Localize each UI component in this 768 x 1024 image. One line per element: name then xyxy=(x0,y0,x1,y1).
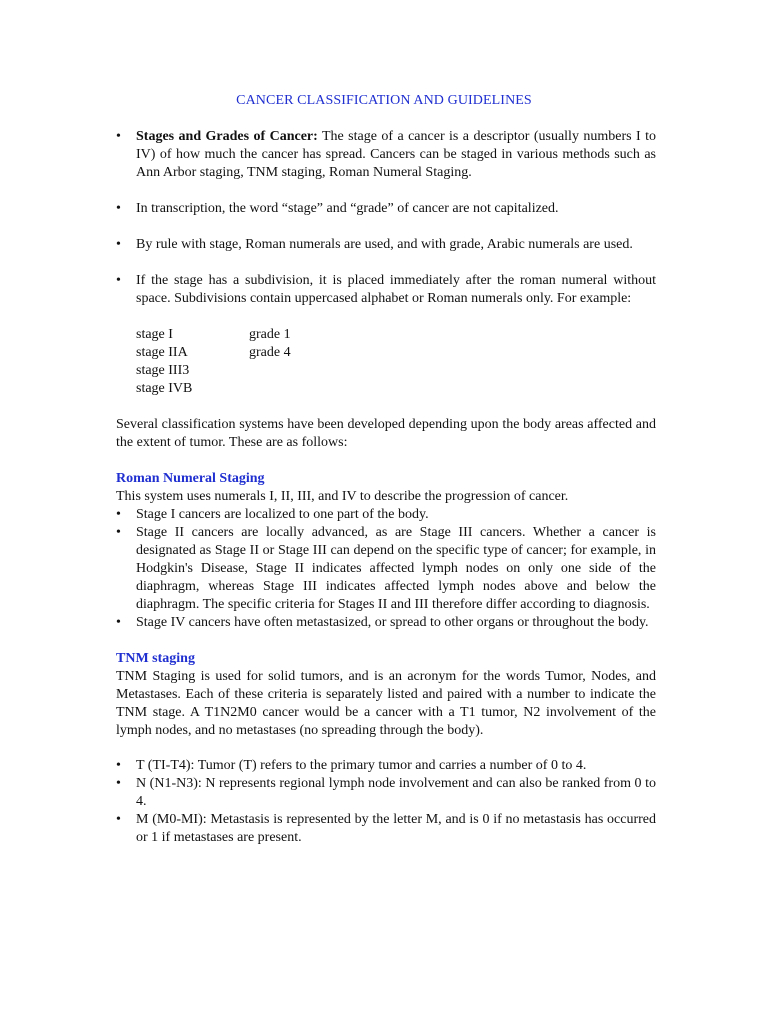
bullet-text: The stage of a cancer is a descriptor (usually numbers I to IV) of how much the cancer has spread. Cancers can be staged in various methods such as Ann Arbor staging, TNM staging, Roman Numeral Staging. xyxy=(136,129,656,180)
list-item: • M (M0-MI): Metastasis is represented by the letter M, and is 0 if no metastasis has occurred or 1 if metastases are present. xyxy=(116,811,656,847)
stage-example: stage I xyxy=(136,327,173,342)
stage-column xyxy=(136,326,249,398)
grade-example: grade 4 xyxy=(249,345,291,360)
stage-grade-examples xyxy=(116,326,656,398)
stage-example: stage IVB xyxy=(136,381,193,396)
list-item xyxy=(116,200,656,218)
stage-example: stage IIA xyxy=(136,345,188,360)
grade-column xyxy=(249,326,369,398)
list-item xyxy=(116,128,656,182)
classification-intro: Several classification systems have been developed depending upon the body areas affected and the extent of tumor. These are as follows: xyxy=(116,417,656,450)
list-item: • Stage IV cancers have often metastasized, or spread to other organs or throughout the body. xyxy=(116,614,656,632)
list-item: • T (TI-T4): Tumor (T) refers to the primary tumor and carries a number of 0 to 4. xyxy=(116,757,656,775)
bullet-text: If the stage has a subdivision, it is placed immediately after the roman numeral without space. Subdivisions contain uppercased alphabet or Roman numerals only. For example: xyxy=(136,273,656,306)
list-item: • Stage II cancers are locally advanced, as are Stage III cancers. Whether a cancer is designated as Stage II or Stage III can depend on the specific type of cancer; for example, in Hodgkin's Disease, Stage II indicates affected lymph nodes on only one side of the diaphragm, whereas Stage III indicates affected lymph nodes above and below the diaphragm. The specific criteria for Stages II and III therefore differ according to diagnosis. xyxy=(116,524,656,614)
stage-example: stage III3 xyxy=(136,363,190,378)
page-title: CANCER CLASSIFICATION AND GUIDELINES xyxy=(236,93,532,108)
grade-example: grade 1 xyxy=(249,327,291,342)
list-item xyxy=(116,272,656,308)
bullet-bold-lead: Stages and Grades of Cancer: xyxy=(136,129,318,144)
list-item: • Stage I cancers are localized to one part of the body. xyxy=(116,506,656,524)
document-body xyxy=(116,128,656,847)
bullet-text: In transcription, the word “stage” and “grade” of cancer are not capitalized. xyxy=(136,201,559,216)
bullet-text: By rule with stage, Roman numerals are used, and with grade, Arabic numerals are used. xyxy=(136,237,633,252)
list-item xyxy=(116,236,656,254)
list-item: • N (N1-N3): N represents regional lymph node involvement and can also be ranked from 0 to 4. xyxy=(116,775,656,811)
tnm-heading: TNM staging xyxy=(116,651,195,666)
roman-intro: This system uses numerals I, II, III, and IV to describe the progression of cancer. xyxy=(116,489,569,504)
tnm-intro: TNM Staging is used for solid tumors, and is an acronym for the words Tumor, Nodes, and Metastases. Each of these criteria is separately listed and paired with a number to indicate the TNM stage. A T1N2M0 cancer would be a cancer with a T1 tumor, N2 involvement of the lymph nodes, and no metastases (no spreading through the body). xyxy=(116,669,656,738)
roman-heading: Roman Numeral Staging xyxy=(116,471,265,486)
